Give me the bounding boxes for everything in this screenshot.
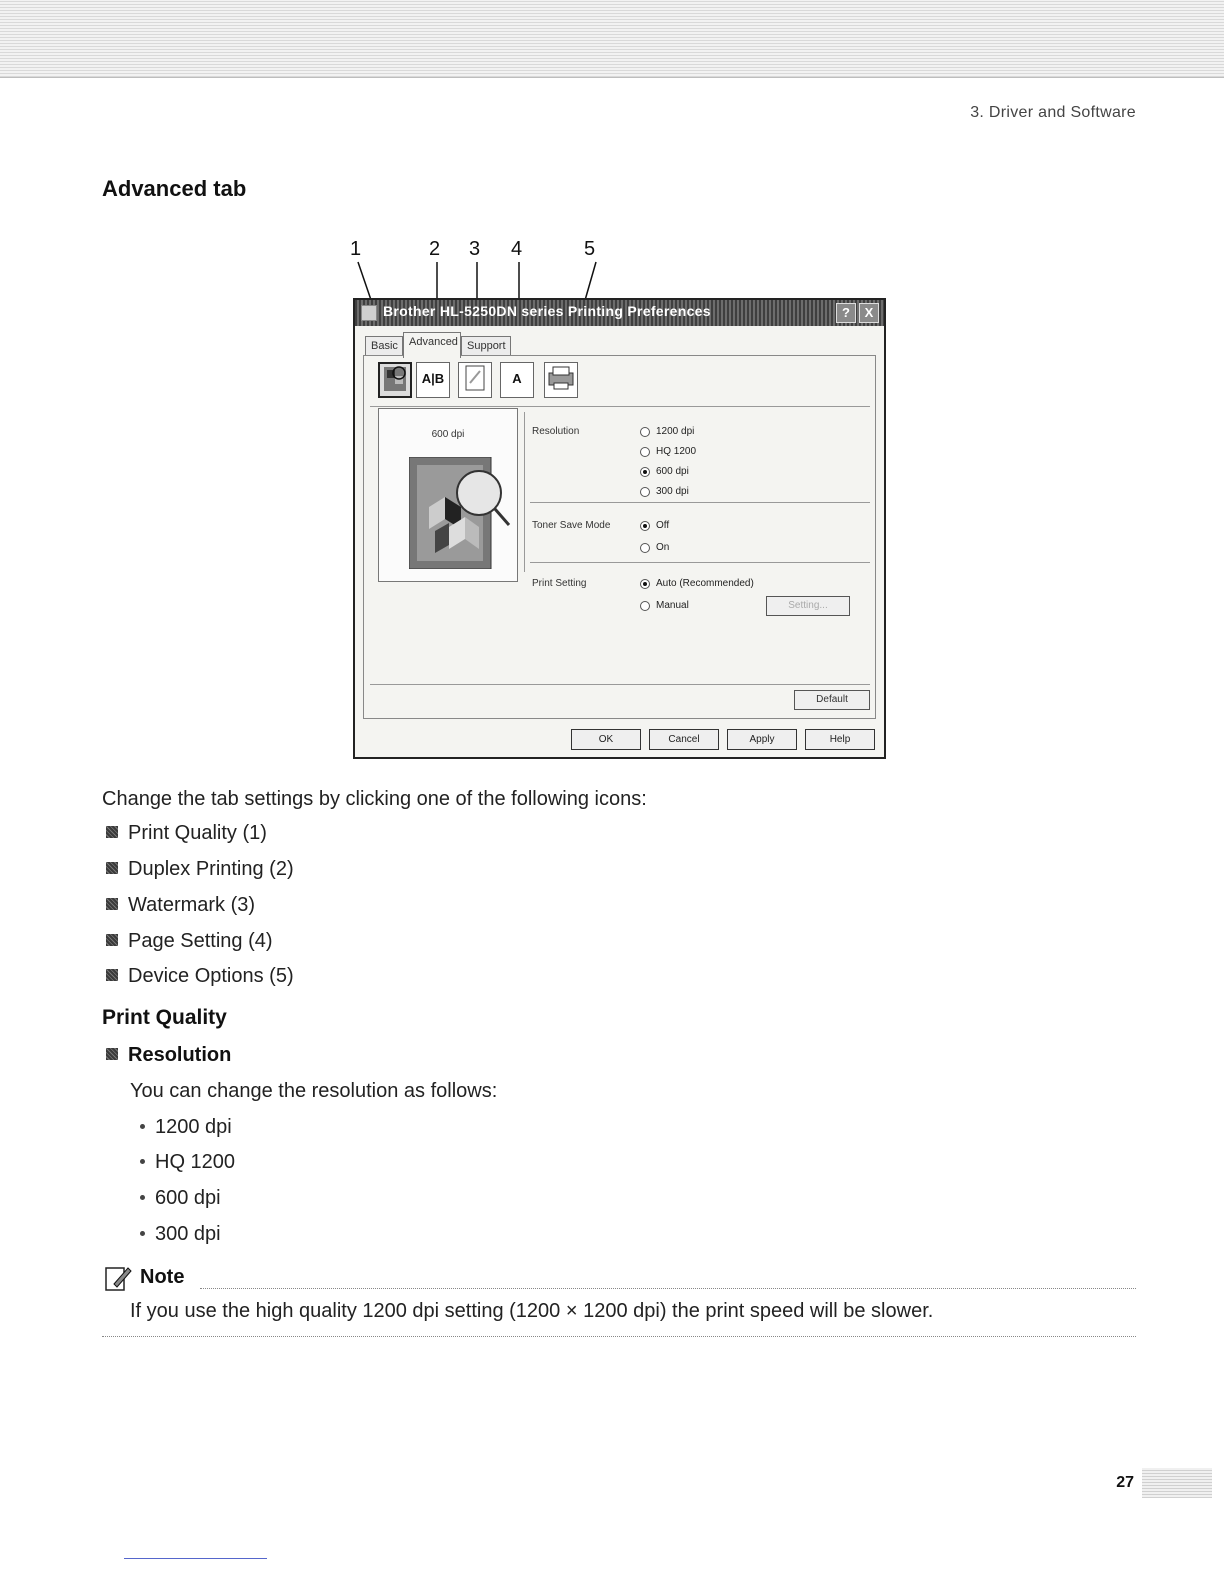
ok-button[interactable]: OK bbox=[571, 729, 641, 750]
resolution-intro: You can change the resolution as follows: bbox=[130, 1080, 498, 1102]
note-top-rule bbox=[200, 1288, 1136, 1289]
resolution-600-radio[interactable]: 600 dpi bbox=[640, 466, 689, 477]
toner-save-label: Toner Save Mode bbox=[532, 520, 611, 531]
default-button[interactable]: Default bbox=[794, 690, 870, 710]
note-pencil-icon bbox=[104, 1264, 132, 1292]
footer-rule bbox=[124, 1558, 267, 1559]
advanced-tab-panel bbox=[363, 355, 876, 719]
list-item: HQ 1200 bbox=[140, 1151, 235, 1174]
print-quality-icon[interactable] bbox=[378, 362, 412, 398]
help-button[interactable]: Help bbox=[805, 729, 875, 750]
list-item: Duplex Printing (2) bbox=[106, 858, 294, 881]
preview-label: 600 dpi bbox=[431, 429, 465, 440]
close-title-button[interactable]: X bbox=[859, 303, 879, 323]
icon-row-separator bbox=[370, 406, 870, 407]
toner-on-radio[interactable]: On bbox=[640, 542, 669, 553]
printing-preferences-dialog bbox=[353, 298, 886, 759]
section-heading: Advanced tab bbox=[102, 176, 247, 201]
dialog-title: Brother HL-5250DN series Printing Preferences bbox=[383, 303, 711, 319]
callout-4: 4 bbox=[511, 238, 523, 260]
preview-image bbox=[409, 457, 513, 569]
tab-advanced[interactable]: Advanced bbox=[403, 332, 461, 358]
print-setting-auto-radio[interactable]: Auto (Recommended) bbox=[640, 578, 754, 589]
callout-2: 2 bbox=[429, 238, 441, 260]
list-item: Print Quality (1) bbox=[106, 822, 267, 845]
toner-separator bbox=[530, 562, 870, 563]
help-title-button[interactable]: ? bbox=[836, 303, 856, 323]
callout-1: 1 bbox=[350, 238, 362, 260]
device-options-icon[interactable] bbox=[544, 362, 578, 398]
list-item: Watermark (3) bbox=[106, 894, 255, 917]
toner-off-radio[interactable]: Off bbox=[640, 520, 669, 531]
callout-5: 5 bbox=[584, 238, 596, 260]
resolution-heading: Resolution bbox=[106, 1044, 231, 1067]
page-number: 27 bbox=[1116, 1474, 1134, 1491]
preview-separator bbox=[524, 412, 525, 572]
dialog-titlebar bbox=[355, 300, 884, 326]
page-tab-swatch bbox=[1142, 1468, 1212, 1498]
printer-app-icon bbox=[361, 305, 377, 321]
panel-bottom-separator bbox=[370, 684, 870, 685]
tab-support[interactable]: Support bbox=[461, 336, 511, 356]
apply-button[interactable]: Apply bbox=[727, 729, 797, 750]
print-quality-heading: Print Quality bbox=[102, 1006, 227, 1029]
tab-basic[interactable]: Basic bbox=[365, 336, 403, 356]
list-item: Device Options (5) bbox=[106, 965, 294, 988]
list-item: Page Setting (4) bbox=[106, 930, 273, 953]
resolution-preview bbox=[378, 408, 518, 582]
header-band bbox=[0, 0, 1224, 78]
page-setting-icon[interactable]: A bbox=[500, 362, 534, 398]
list-item: 1200 dpi bbox=[140, 1116, 232, 1139]
cancel-button[interactable]: Cancel bbox=[649, 729, 719, 750]
duplex-printing-icon[interactable]: A|B bbox=[416, 362, 450, 398]
intro-text: Change the tab settings by clicking one of the following icons: bbox=[102, 788, 647, 810]
resolution-separator bbox=[530, 502, 870, 503]
callout-3: 3 bbox=[469, 238, 481, 260]
list-item: 300 dpi bbox=[140, 1223, 221, 1246]
note-label: Note bbox=[140, 1266, 185, 1288]
setting-button[interactable]: Setting... bbox=[766, 596, 850, 616]
note-text: If you use the high quality 1200 dpi setting (1200 × 1200 dpi) the print speed will be slower. bbox=[130, 1300, 934, 1322]
resolution-300-radio[interactable]: 300 dpi bbox=[640, 486, 689, 497]
resolution-1200-radio[interactable]: 1200 dpi bbox=[640, 426, 694, 437]
print-setting-label: Print Setting bbox=[532, 578, 587, 589]
watermark-icon[interactable] bbox=[458, 362, 492, 398]
list-item: 600 dpi bbox=[140, 1187, 221, 1210]
chapter-title: 3. Driver and Software bbox=[970, 104, 1136, 121]
print-setting-manual-radio[interactable]: Manual bbox=[640, 600, 689, 611]
resolution-hq1200-radio[interactable]: HQ 1200 bbox=[640, 446, 696, 457]
note-bottom-rule bbox=[102, 1336, 1136, 1337]
resolution-label: Resolution bbox=[532, 426, 580, 437]
